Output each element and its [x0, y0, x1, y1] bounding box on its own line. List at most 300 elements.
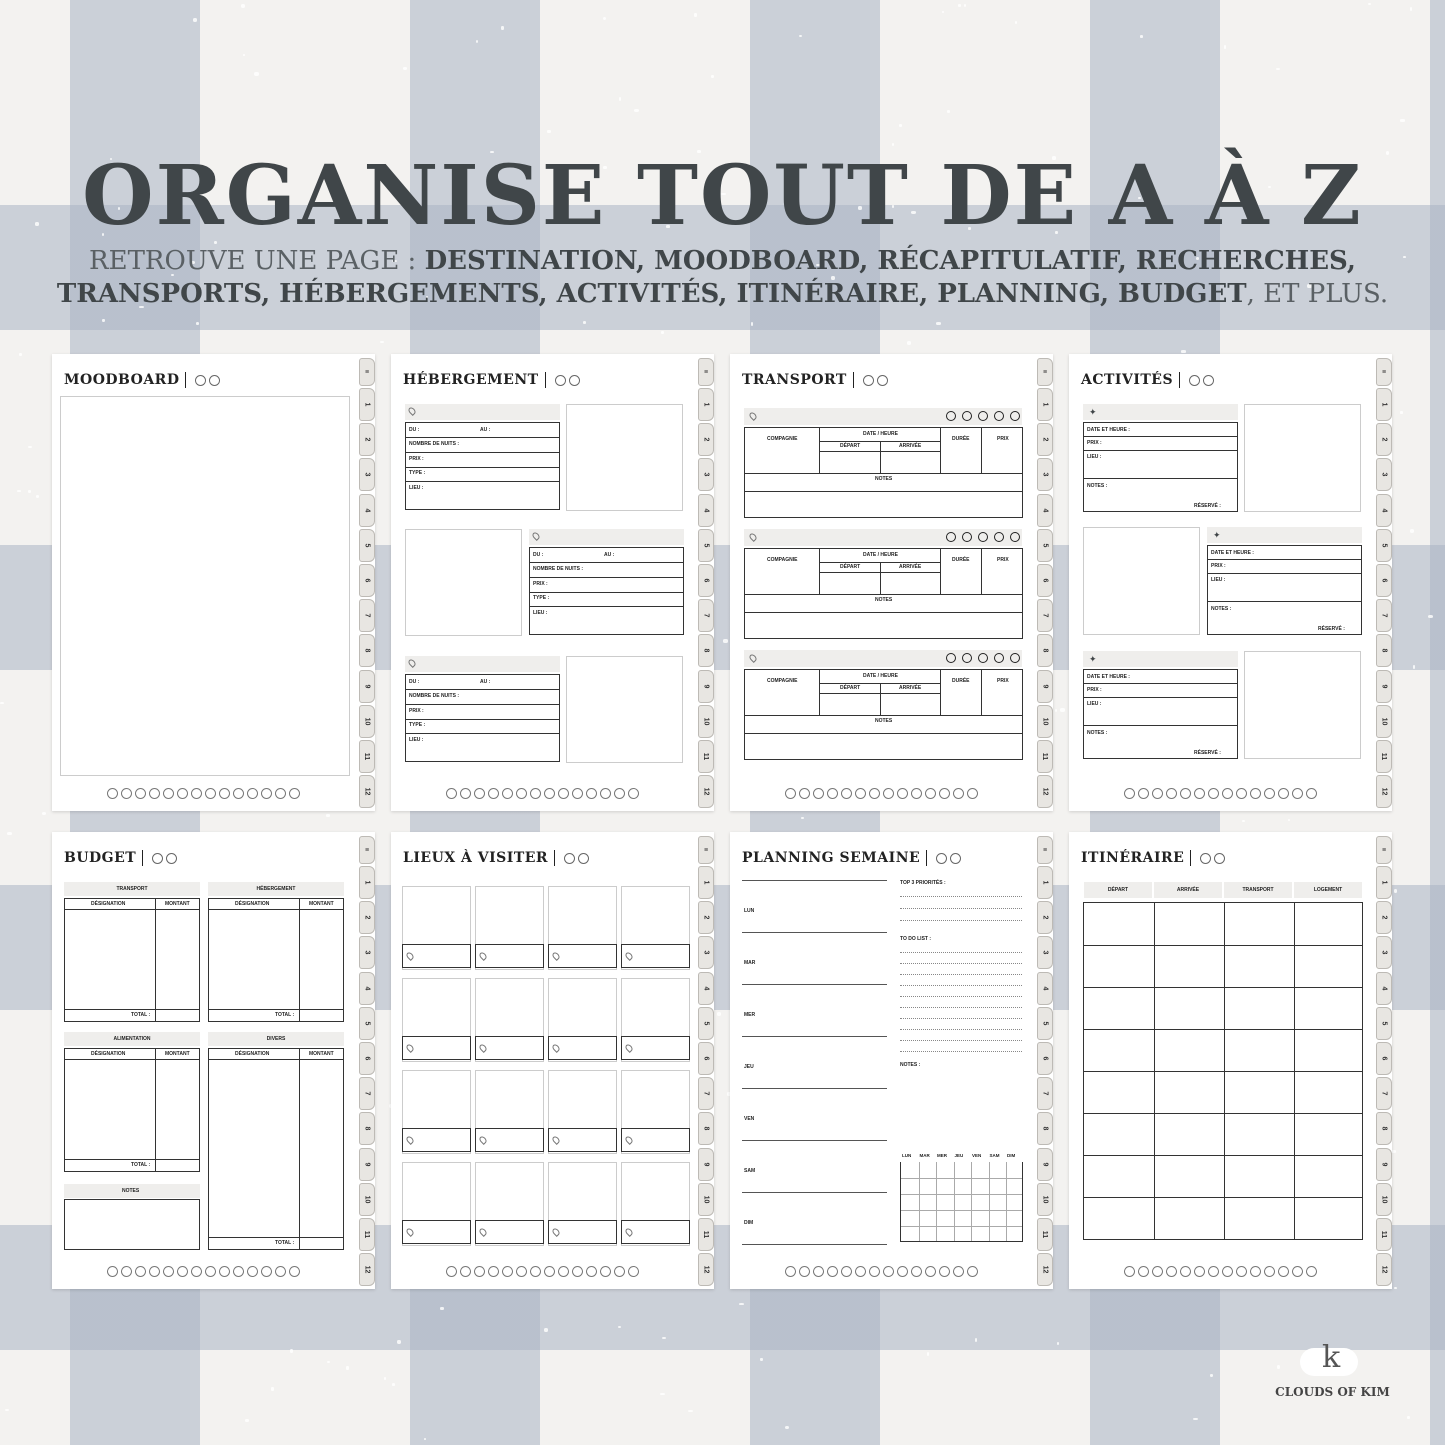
- tab-3[interactable]: 3: [698, 458, 714, 491]
- activity-icon: ✦: [1213, 530, 1221, 540]
- speck: [751, 322, 753, 326]
- nav-icon: [841, 788, 852, 799]
- column-header: TRANSPORT: [1242, 887, 1274, 893]
- nav-icon: [1180, 1266, 1191, 1277]
- speck: [1428, 615, 1433, 618]
- tab-1[interactable]: 1: [698, 388, 714, 421]
- tab-3[interactable]: 3: [359, 936, 375, 969]
- nav-icon: [1124, 1266, 1135, 1277]
- speck: [1394, 1287, 1397, 1289]
- tab-10[interactable]: 10: [1037, 1183, 1053, 1216]
- tab-11[interactable]: 11: [1037, 740, 1053, 773]
- speck: [1400, 411, 1402, 413]
- speck: [193, 18, 197, 22]
- nav-icon: [1166, 788, 1177, 799]
- tab-4[interactable]: 4: [1376, 972, 1392, 1005]
- nav-icon: [502, 788, 513, 799]
- tab-8[interactable]: 8: [1376, 634, 1392, 667]
- speck: [618, 1326, 621, 1328]
- nav-icon: [967, 788, 978, 799]
- tab-1[interactable]: 1: [1037, 388, 1053, 421]
- subtitle-line-1: RETROUVE UNE PAGE : DESTINATION, MOODBOARD, RÉCAPITULATIF, RECHERCHES,: [89, 246, 1356, 276]
- nav-icon: [925, 788, 936, 799]
- tab-4[interactable]: 4: [698, 972, 714, 1005]
- tab-5[interactable]: 5: [1037, 529, 1053, 562]
- speck: [28, 446, 32, 448]
- tab-5[interactable]: 5: [359, 1007, 375, 1040]
- speck: [1057, 1342, 1059, 1346]
- tab-7[interactable]: 7: [698, 599, 714, 632]
- tab-5[interactable]: 5: [1376, 529, 1392, 562]
- nav-icon: [149, 1266, 160, 1277]
- tab-8[interactable]: 8: [1376, 1112, 1392, 1145]
- nav-icon: [474, 1266, 485, 1277]
- speck: [1407, 1416, 1410, 1418]
- nav-icon: [233, 788, 244, 799]
- nav-icon: [177, 788, 188, 799]
- tab-5[interactable]: 5: [698, 529, 714, 562]
- tab-11[interactable]: 11: [1037, 1218, 1053, 1251]
- tab-6[interactable]: 6: [1376, 564, 1392, 597]
- page-moodboard: MOODBOARD ≡ 1 2 3 4 5 6 7 8 9 10 11 12: [52, 354, 375, 811]
- transport-mode-icon: [978, 411, 988, 421]
- speck: [1288, 819, 1290, 821]
- itinerary-table: [1083, 902, 1363, 1240]
- transport-mode-icon: [962, 532, 972, 542]
- nav-icon: [219, 1266, 230, 1277]
- tab-5[interactable]: 5: [698, 1007, 714, 1040]
- tab-1[interactable]: 1: [359, 388, 375, 421]
- tab-8[interactable]: 8: [1037, 1112, 1053, 1145]
- speck: [619, 97, 621, 101]
- tab-2[interactable]: 2: [698, 901, 714, 934]
- speck: [476, 40, 478, 43]
- speck: [243, 54, 245, 56]
- tab-4[interactable]: 4: [1037, 494, 1053, 527]
- tab-11[interactable]: 11: [698, 1218, 714, 1251]
- tab-7[interactable]: 7: [698, 1077, 714, 1110]
- tab-8[interactable]: 8: [359, 1112, 375, 1145]
- tab-6[interactable]: 6: [698, 564, 714, 597]
- nav-icon: [1264, 788, 1275, 799]
- tab-2[interactable]: 2: [1376, 423, 1392, 456]
- speck: [711, 75, 714, 78]
- speck: [1368, 3, 1371, 6]
- tab-8[interactable]: 8: [1037, 634, 1053, 667]
- transport-mode-icon: [962, 653, 972, 663]
- tab-1[interactable]: 1: [1376, 866, 1392, 899]
- speck: [397, 1340, 401, 1344]
- tab-10[interactable]: 10: [698, 1183, 714, 1216]
- nav-icon: [558, 788, 569, 799]
- tab-10[interactable]: 10: [698, 705, 714, 738]
- tab-1[interactable]: 1: [359, 866, 375, 899]
- nav-icon: [544, 788, 555, 799]
- nav-icon: [205, 1266, 216, 1277]
- nav-icon: [953, 1266, 964, 1277]
- tab-11[interactable]: 11: [698, 740, 714, 773]
- page-activites: ACTIVITÉS ≡ 1 2 3 4 5 6 7 8 9 10 11 12 ✦ DATE ET HEURE : PRIX : LIEU : NOTES : RÉSERVÉ : ✦ DATE ET HEURE : PRIX : LIEU : NOTES : RÉSERVÉ : ✦ DATE ET HEURE : PRIX : LIEU : NOTES : RÉSERVÉ :: [1069, 354, 1392, 811]
- nav-icon: [163, 788, 174, 799]
- speck: [801, 817, 803, 820]
- tab-6[interactable]: 6: [1037, 564, 1053, 597]
- nav-icon: [600, 788, 611, 799]
- tab-4[interactable]: 4: [359, 494, 375, 527]
- speck: [36, 495, 40, 498]
- nav-icon: [1292, 788, 1303, 799]
- day-label: LUN: [744, 908, 755, 914]
- speck: [1276, 68, 1280, 70]
- tab-11[interactable]: 11: [359, 740, 375, 773]
- speck: [936, 322, 941, 325]
- tab-10[interactable]: 10: [359, 1183, 375, 1216]
- speck: [440, 1307, 444, 1310]
- tab-10[interactable]: 10: [1037, 705, 1053, 738]
- nav-icon: [841, 1266, 852, 1277]
- habit-tracker: [900, 1162, 1023, 1242]
- nav-icon: [107, 788, 118, 799]
- transport-mode-icon: [1010, 532, 1020, 542]
- tab-10[interactable]: 10: [1376, 705, 1392, 738]
- nav-icon: [135, 1266, 146, 1277]
- tab-5[interactable]: 5: [1376, 1007, 1392, 1040]
- nav-icon: [869, 1266, 880, 1277]
- speck: [662, 1337, 666, 1339]
- speck: [254, 72, 259, 76]
- tab-6[interactable]: 6: [1037, 1042, 1053, 1075]
- tab-2[interactable]: 2: [359, 423, 375, 456]
- nav-icon: [572, 1266, 583, 1277]
- column-header: LOGEMENT: [1313, 887, 1343, 893]
- nav-icon: [191, 1266, 202, 1277]
- nav-icon: [897, 1266, 908, 1277]
- page-lieux-a-visiter: LIEUX À VISITER ≡ 1 2 3 4 5 6 7 8 9 10 11 12: [391, 832, 714, 1289]
- tab-4[interactable]: 4: [698, 494, 714, 527]
- page-transport: TRANSPORT ≡ 1 2 3 4 5 6 7 8 9 10 11 12 COMPAGNIE DATE / HEURE DÉPART ARRIVÉE DURÉE PRIX NOTES COMPAGNIE DATE / HEURE DÉPART ARRIVÉE DURÉE PRIX NOTES COMPAGNIE DATE / HEURE DÉPART ARRIVÉE DURÉE PRIX NOTES: [730, 354, 1053, 811]
- speck: [241, 4, 246, 8]
- nav-icon: [1138, 788, 1149, 799]
- tab-9[interactable]: 9: [359, 1148, 375, 1181]
- nav-icon: [474, 788, 485, 799]
- nav-icon: [1250, 1266, 1261, 1277]
- nav-icon: [135, 788, 146, 799]
- tab-12[interactable]: 12: [698, 1253, 714, 1286]
- nav-icon: [275, 788, 286, 799]
- nav-icon: [530, 1266, 541, 1277]
- nav-icon: [1124, 788, 1135, 799]
- speck: [958, 4, 961, 7]
- speck: [785, 1426, 789, 1430]
- nav-icon: [614, 1266, 625, 1277]
- nav-icon: [1306, 788, 1317, 799]
- tab-12[interactable]: 12: [1376, 775, 1392, 808]
- speck: [723, 639, 728, 642]
- nav-icon: [785, 1266, 796, 1277]
- speck: [899, 124, 902, 126]
- nav-icon: [785, 788, 796, 799]
- tab-9[interactable]: 9: [1376, 670, 1392, 703]
- nav-icon: [855, 788, 866, 799]
- tab-7[interactable]: 7: [359, 599, 375, 632]
- tab-12[interactable]: 12: [359, 775, 375, 808]
- speck: [1181, 350, 1186, 352]
- nav-icon: [628, 1266, 639, 1277]
- nav-icon: [1292, 1266, 1303, 1277]
- nav-icon: [1138, 1266, 1149, 1277]
- nav-icon: [827, 788, 838, 799]
- day-label: VEN: [744, 1116, 755, 1122]
- page-hebergement: HÉBERGEMENT ≡ 1 2 3 4 5 6 7 8 9 10 11 12 DU : AU : NOMBRE DE NUITS : PRIX : TYPE : LIEU : DU : AU : NOMBRE DE NUITS : PRIX : TYPE : LIEU : DU : AU : NOMBRE DE NUITS : PRIX : TYPE : LIEU :: [391, 354, 714, 811]
- tab-3[interactable]: 3: [1376, 458, 1392, 491]
- tab-9[interactable]: 9: [698, 1148, 714, 1181]
- speck: [1277, 1365, 1280, 1369]
- budget-section-title: HÉBERGEMENT: [256, 886, 296, 892]
- day-label: MAR: [744, 960, 756, 966]
- speck: [0, 702, 3, 704]
- activity-icon: ✦: [1089, 654, 1097, 664]
- nav-icon: [163, 1266, 174, 1277]
- speck: [346, 1366, 349, 1369]
- speck: [1410, 7, 1412, 10]
- nav-icon: [446, 788, 457, 799]
- transport-mode-icon: [994, 653, 1004, 663]
- transport-mode-icon: [994, 411, 1004, 421]
- tab-menu: ≡: [359, 358, 375, 386]
- tab-5[interactable]: 5: [1037, 1007, 1053, 1040]
- column-header: ARRIVÉE: [1176, 887, 1200, 893]
- photo-placeholder: [566, 656, 683, 763]
- tab-2[interactable]: 2: [359, 901, 375, 934]
- tab-12[interactable]: 12: [1376, 1253, 1392, 1286]
- tab-10[interactable]: 10: [1376, 1183, 1392, 1216]
- photo-placeholder: [405, 529, 522, 636]
- nav-icon: [460, 788, 471, 799]
- tab-12[interactable]: 12: [359, 1253, 375, 1286]
- speck: [1015, 21, 1017, 24]
- tab-2[interactable]: 2: [1037, 423, 1053, 456]
- tab-6[interactable]: 6: [359, 1042, 375, 1075]
- tab-6[interactable]: 6: [698, 1042, 714, 1075]
- nav-icon: [813, 1266, 824, 1277]
- tab-2[interactable]: 2: [1376, 901, 1392, 934]
- speck: [327, 1361, 330, 1364]
- tab-7[interactable]: 7: [1376, 1077, 1392, 1110]
- tab-7[interactable]: 7: [1037, 599, 1053, 632]
- page-itineraire: ITINÉRAIRE ≡ 1 2 3 4 5 6 7 8 9 10 11 12 DÉPART ARRIVÉE TRANSPORT LOGEMENT: [1069, 832, 1392, 1289]
- nav-icon: [1306, 1266, 1317, 1277]
- nav-icon: [1152, 1266, 1163, 1277]
- tab-8[interactable]: 8: [359, 634, 375, 667]
- tab-12[interactable]: 12: [1037, 775, 1053, 808]
- nav-icon: [855, 1266, 866, 1277]
- speck: [380, 341, 384, 343]
- tab-11[interactable]: 11: [359, 1218, 375, 1251]
- nav-icon: [289, 788, 300, 799]
- nav-icon: [628, 788, 639, 799]
- tab-5[interactable]: 5: [359, 529, 375, 562]
- speck: [424, 1438, 426, 1440]
- tab-3[interactable]: 3: [1037, 458, 1053, 491]
- nav-icon: [247, 1266, 258, 1277]
- speck: [1210, 1374, 1213, 1377]
- nav-icon: [289, 1266, 300, 1277]
- activity-icon: ✦: [1089, 407, 1097, 417]
- speck: [1055, 709, 1058, 712]
- transport-mode-icon: [962, 411, 972, 421]
- nav-icon: [953, 788, 964, 799]
- nav-icon: [586, 788, 597, 799]
- tab-12[interactable]: 12: [698, 775, 714, 808]
- nav-icon: [261, 788, 272, 799]
- speck: [102, 319, 104, 322]
- nav-icon: [1180, 788, 1191, 799]
- budget-section-title: ALIMENTATION: [113, 1036, 151, 1042]
- nav-icon: [460, 1266, 471, 1277]
- speck: [1410, 529, 1414, 533]
- transport-mode-icon: [1010, 653, 1020, 663]
- nav-icon: [600, 1266, 611, 1277]
- photo-placeholder: [566, 404, 683, 511]
- tab-7[interactable]: 7: [359, 1077, 375, 1110]
- tab-4[interactable]: 4: [359, 972, 375, 1005]
- nav-icon: [205, 788, 216, 799]
- tab-menu: ≡: [698, 836, 714, 864]
- speck: [907, 341, 911, 344]
- brand-name: CLOUDS OF KIM: [1275, 1385, 1390, 1399]
- transport-mode-icon: [978, 532, 988, 542]
- tab-7[interactable]: 7: [1376, 599, 1392, 632]
- nav-icon: [107, 1266, 118, 1277]
- nav-icon: [967, 1266, 978, 1277]
- tab-3[interactable]: 3: [698, 936, 714, 969]
- nav-icon: [925, 1266, 936, 1277]
- tab-2[interactable]: 2: [698, 423, 714, 456]
- nav-icon: [1264, 1266, 1275, 1277]
- speck: [1060, 708, 1065, 712]
- speck: [19, 353, 21, 356]
- speck: [1224, 45, 1226, 49]
- speck: [694, 13, 697, 17]
- speck: [603, 17, 607, 21]
- nav-icon: [488, 1266, 499, 1277]
- speck: [717, 1012, 721, 1016]
- column-header: DÉPART: [1107, 887, 1129, 893]
- nav-icon: [121, 1266, 132, 1277]
- speck: [7, 832, 11, 835]
- nav-icon: [827, 1266, 838, 1277]
- tab-11[interactable]: 11: [1376, 1218, 1392, 1251]
- nav-icon: [261, 1266, 272, 1277]
- speck: [544, 1328, 548, 1332]
- nav-icon: [502, 1266, 513, 1277]
- speck: [892, 143, 894, 146]
- nav-icon: [1250, 788, 1261, 799]
- tab-4[interactable]: 4: [1037, 972, 1053, 1005]
- nav-icon: [1194, 788, 1205, 799]
- tab-menu: ≡: [698, 358, 714, 386]
- tab-8[interactable]: 8: [698, 634, 714, 667]
- transport-mode-icon: [1010, 411, 1020, 421]
- nav-icon: [558, 1266, 569, 1277]
- tab-4[interactable]: 4: [1376, 494, 1392, 527]
- nav-icon: [488, 788, 499, 799]
- tab-menu: ≡: [1037, 358, 1053, 386]
- tab-6[interactable]: 6: [359, 564, 375, 597]
- nav-icon: [883, 788, 894, 799]
- nav-icon: [121, 788, 132, 799]
- nav-icon: [530, 788, 541, 799]
- speck: [28, 490, 30, 493]
- tab-1[interactable]: 1: [1376, 388, 1392, 421]
- tab-8[interactable]: 8: [698, 1112, 714, 1145]
- speck: [1242, 820, 1245, 822]
- nav-icon: [516, 1266, 527, 1277]
- tab-9[interactable]: 9: [1037, 1148, 1053, 1181]
- nav-icon: [1208, 1266, 1219, 1277]
- nav-icon: [275, 1266, 286, 1277]
- speck: [975, 1338, 978, 1342]
- tab-menu: ≡: [1037, 836, 1053, 864]
- nav-icon: [516, 788, 527, 799]
- speck: [1193, 1418, 1197, 1420]
- transport-mode-icon: [946, 411, 956, 421]
- nav-icon: [572, 788, 583, 799]
- nav-icon: [247, 788, 258, 799]
- speck: [392, 1383, 395, 1385]
- nav-icon: [939, 788, 950, 799]
- speck: [942, 11, 944, 13]
- speck: [947, 110, 950, 112]
- tab-9[interactable]: 9: [1037, 670, 1053, 703]
- nav-icon: [1236, 1266, 1247, 1277]
- nav-icon: [813, 788, 824, 799]
- nav-icon: [219, 788, 230, 799]
- tab-1[interactable]: 1: [698, 866, 714, 899]
- tab-menu: ≡: [359, 836, 375, 864]
- nav-icon: [1222, 788, 1233, 799]
- tab-9[interactable]: 9: [1376, 1148, 1392, 1181]
- nav-icon: [544, 1266, 555, 1277]
- tab-12[interactable]: 12: [1037, 1253, 1053, 1286]
- tab-10[interactable]: 10: [359, 705, 375, 738]
- photo-placeholder: [1244, 651, 1361, 759]
- nav-icon: [1278, 1266, 1289, 1277]
- tab-3[interactable]: 3: [1037, 936, 1053, 969]
- tab-6[interactable]: 6: [1376, 1042, 1392, 1075]
- tab-7[interactable]: 7: [1037, 1077, 1053, 1110]
- tab-3[interactable]: 3: [1376, 936, 1392, 969]
- day-label: SAM: [744, 1168, 756, 1174]
- tab-2[interactable]: 2: [1037, 901, 1053, 934]
- nav-icon: [911, 788, 922, 799]
- tab-11[interactable]: 11: [1376, 740, 1392, 773]
- nav-icon: [446, 1266, 457, 1277]
- tab-9[interactable]: 9: [698, 670, 714, 703]
- day-label: MER: [744, 1012, 756, 1018]
- nav-icon: [586, 1266, 597, 1277]
- tab-9[interactable]: 9: [359, 670, 375, 703]
- speck: [403, 67, 407, 70]
- nav-icon: [1208, 788, 1219, 799]
- tab-1[interactable]: 1: [1037, 866, 1053, 899]
- page-budget: BUDGET NOTES ≡ 1 2 3 4 5 6 7 8 9 10 11 12 TRANSPORT DÉSIGNATION MONTANT TOTAL : HÉBERGEMENT DÉSIGNATION MONTANT TOTAL : ALIMENTATION DÉSIGNATION MONTANT TOTAL : DIVERS DÉSIGNATION MONTANT TOTAL :: [52, 832, 375, 1289]
- transport-mode-icon: [994, 532, 1004, 542]
- speck: [326, 814, 330, 816]
- speck: [927, 1352, 929, 1355]
- speck: [760, 1358, 762, 1361]
- speck: [1400, 119, 1404, 121]
- tab-3[interactable]: 3: [359, 458, 375, 491]
